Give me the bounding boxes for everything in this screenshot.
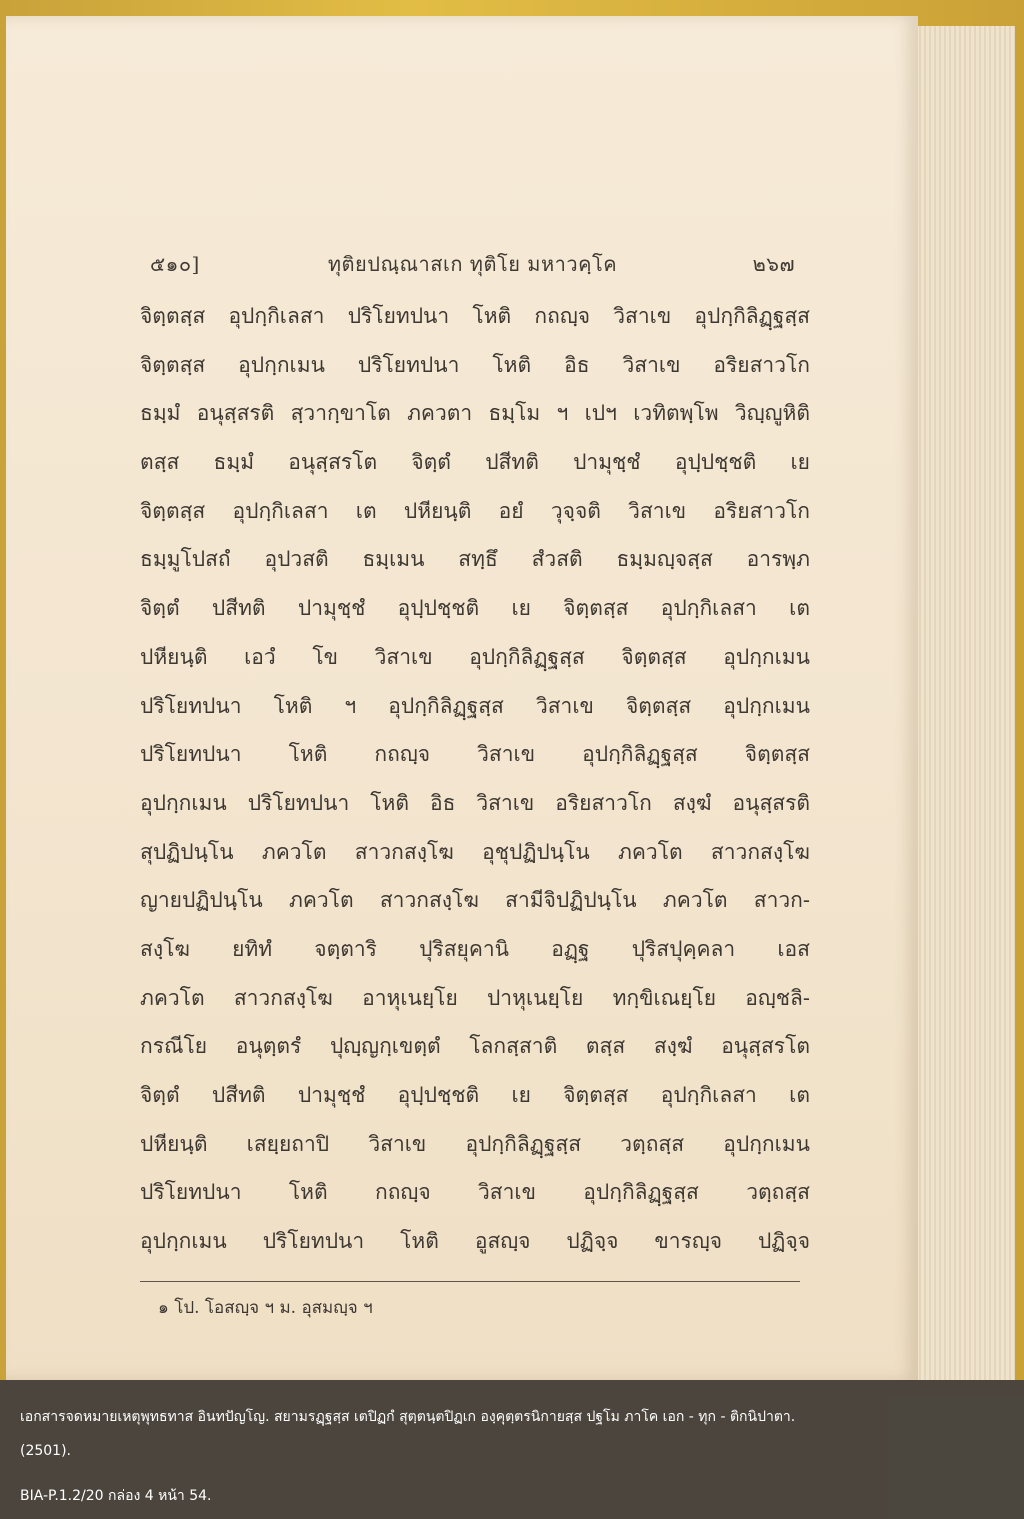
footnote-divider [140,1281,800,1282]
section-number: ๕๑๐] [150,252,200,276]
caption-citation: เอกสารจดหมายเหตุพุทธทาส อินทปัญโญ. สยามรฏฺฐสฺส เตปิฏกํ สุตฺตนฺตปิฏเก องฺคุตฺตรนิกายสฺส ปฐโม ภาโค เอก - ทุก - ติกนิปาตา. [20,1409,796,1425]
text-line: จิตฺตํ ปสีทติ ปามุชฺชํ อุปฺปชฺชติ เย จิตฺตสฺส อุปกฺกิเลสา เต [140,1083,810,1107]
text-line: ญายปฏิปนฺโน ภควโต สาวกสงฺโฆ สามีจิปฏิปนฺโน ภควโต สาวก- [140,888,810,913]
text-line: ภควโต สาวกสงฺโฆ อาหุเนยฺโย ปาหุเนยฺโย ทกฺขิเณยฺโย อญฺชลิ- [140,985,810,1010]
text-line: กรณีโย อนุตฺตรํ ปุญฺญกฺเขตฺตํ โลกสฺสาติ ตสฺส สงฺฆํ อนุสฺสรโต [140,1034,810,1059]
text-line: สุปฏิปนฺโน ภควโต สาวกสงฺโฆ อุชุปฏิปนฺโน ภควโต สาวกสงฺโฆ [140,839,810,864]
running-title: ทุติยปณฺณาสเก ทุติโย มหาวคฺโค [327,252,618,276]
text-line: ปริโยทปนา โหติ ฯ อุปกฺกิลิฏฺฐสฺส วิสาเข จิตฺตสฺส อุปกฺกเมน [140,693,810,718]
caption-reference: BIA-P.1.2/20 กล่อง 4 หน้า 54. [20,1488,212,1504]
text-line: จิตฺตสฺส อุปกฺกิเลสา เต ปหียนฺติ อยํ วุจฺจติ วิสาเข อริยสาวโก [140,498,810,523]
caption-year: (2501). [20,1443,72,1459]
page-number: ๒๖๗ [752,252,795,276]
text-line: อุปกฺกเมน ปริโยทปนา โหติ อูสญฺจ ปฏิจฺจ ขารญฺจ ปฏิจฺจ [140,1229,810,1254]
text-line: จิตฺตสฺส อุปกฺกเมน ปริโยทปนา โหติ อิธ วิสาเข อริยสาวโก [140,352,810,377]
body-text [140,292,810,1266]
archive-caption [0,1380,1024,1519]
text-line: ธมฺมูโปสถํ อุปวสติ ธมฺเมน สทฺธึ สํวสติ ธมฺมญฺจสฺส อารพฺภ [140,547,810,572]
footnote: ๑ โป. โอสญฺจ ฯ ม. อุสมญฺจ ฯ [158,1298,373,1318]
text-line: อุปกฺกเมน ปริโยทปนา โหติ อิธ วิสาเข อริยสาวโก สงฺฆํ อนุสฺสรติ [140,790,810,815]
text-line: จิตฺตสฺส อุปกฺกิเลสา ปริโยทปนา โหติ กถญฺจ วิสาเข อุปกฺกิลิฏฺฐสฺส [140,304,810,328]
text-line: จิตฺตํ ปสีทติ ปามุชฺชํ อุปฺปชฺชติ เย จิตฺตสฺส อุปกฺกิเลสา เต [140,596,810,621]
text-line: ปหียนฺติ เสยฺยถาปิ วิสาเข อุปกฺกิลิฏฺฐสฺส วตฺถสฺส อุปกฺกเมน [140,1131,810,1156]
running-head [150,248,795,276]
text-line: ปริโยทปนา โหติ กถญฺจ วิสาเข อุปกฺกิลิฏฺฐสฺส จิตฺตสฺส [140,742,810,767]
text-line: ปริโยทปนา โหติ กถญฺจ วิสาเข อุปกฺกิลิฏฺฐสฺส วตฺถสฺส [140,1180,810,1205]
text-line: ธมฺมํ อนุสฺสรติ สฺวากฺขาโต ภควตา ธมฺโม ฯ เปฯ เวทิตพฺโพ วิญฺญูหิติ [140,401,810,426]
text-line: ปหียนฺติ เอวํ โข วิสาเข อุปกฺกิลิฏฺฐสฺส จิตฺตสฺส อุปกฺกเมน [140,644,810,669]
text-line: สงฺโฆ ยทิทํ จตฺตาริ ปุริสยุคานิ อฏฺฐ ปุริสปุคฺคลา เอส [140,936,810,961]
page-stack-edge [910,26,1015,1380]
text-line: ตสฺส ธมฺมํ อนุสฺสรโต จิตฺตํ ปสีทติ ปามุชฺชํ อุปฺปชฺชติ เย [140,450,810,475]
